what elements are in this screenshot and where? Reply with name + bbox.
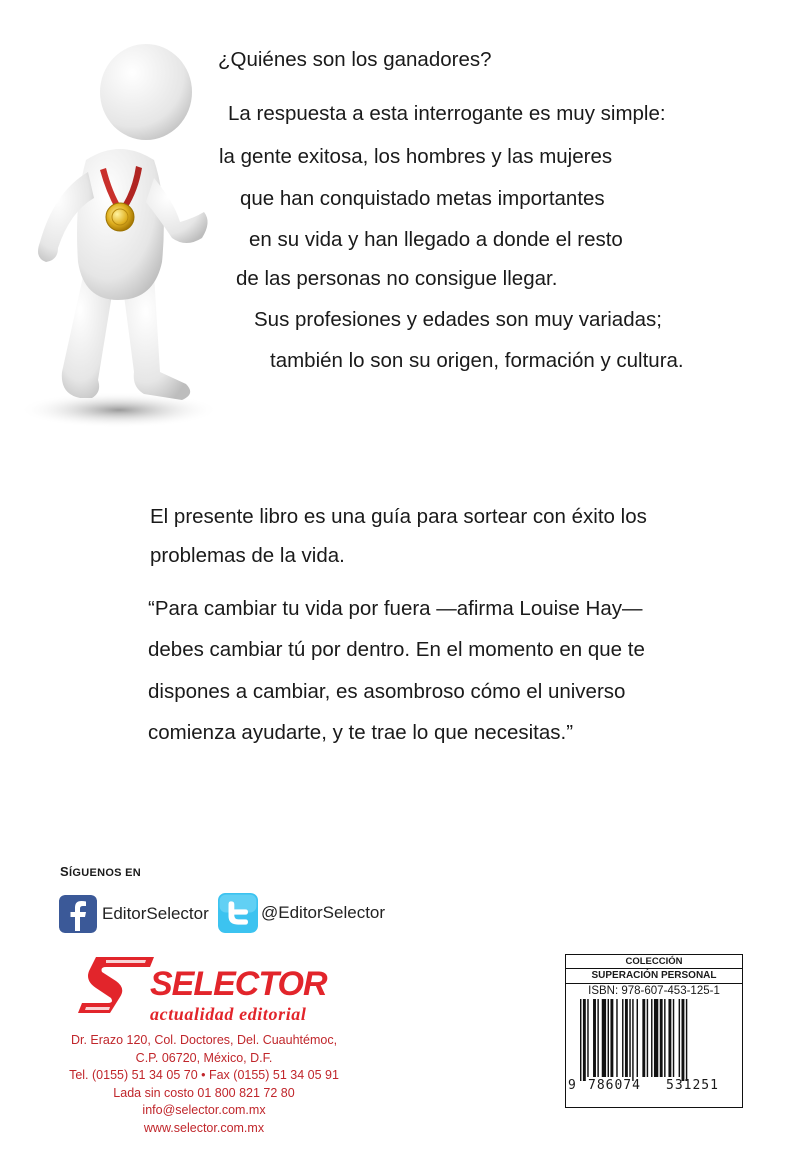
description-line: problemas de la vida. (150, 544, 345, 567)
address-line: Tel. (0155) 51 34 05 70 • Fax (0155) 51 34 05 91 (69, 1068, 339, 1082)
intro-line: en su vida y han llegado a donde el resto (249, 228, 623, 251)
publisher-name: SELECTOR (150, 965, 327, 1003)
social-heading (60, 864, 141, 879)
facebook-handle: EditorSelector (102, 904, 209, 923)
twitter-icon (218, 893, 258, 933)
selector-s-logo (76, 955, 156, 1015)
address-line: Lada sin costo 01 800 821 72 80 (113, 1085, 295, 1100)
barcode-bar (608, 999, 609, 1077)
barcode-bar (654, 999, 658, 1077)
description-line: El presente libro es una guía para sortear con éxito los (150, 505, 647, 528)
social-heading-rest: ÍGUENOS EN (68, 867, 142, 879)
intro-line: de las personas no consigue llegar. (236, 267, 558, 290)
barcode-bar (632, 999, 633, 1081)
twitter-link[interactable] (218, 893, 385, 933)
isbn-number: ISBN: 978-607-453-125-1 (588, 985, 720, 997)
barcode-bar (622, 999, 623, 1077)
facebook-icon (59, 895, 97, 933)
barcode-bar (682, 999, 685, 1081)
intro-line: La respuesta a esta interrogante es muy simple: (228, 102, 666, 125)
barcode-bar (647, 999, 648, 1077)
barcode-bar (583, 999, 586, 1081)
intro-question: ¿Quiénes son los ganadores? (218, 48, 492, 71)
intro-line: también lo son su origen, formación y cultura. (270, 349, 684, 372)
quote-line: debes cambiar tú por dentro. En el momento en que te (148, 638, 645, 661)
barcode-bar (642, 999, 645, 1077)
address-line: Dr. Erazo 120, Col. Doctores, Del. Cuauhtémoc, (70, 1033, 338, 1047)
barcode-bar (580, 999, 581, 1081)
barcode-bar (629, 999, 630, 1077)
collection-name: SUPERACIÓN PERSONAL (566, 969, 742, 984)
publisher-tagline: actualidad editorial (150, 1004, 307, 1024)
barcode-bar (668, 999, 671, 1077)
barcode-bar (660, 999, 663, 1077)
barcode-bar (610, 999, 613, 1077)
barcode-bar (593, 999, 596, 1077)
intro-line: Sus profesiones y edades son muy variadas; (254, 308, 662, 331)
barcode-digits-left: 786074 (588, 1078, 641, 1093)
barcode-bar (602, 999, 606, 1077)
barcode-bar (679, 999, 680, 1077)
quote-line: “Para cambiar tu vida por fuera —afirma Louise Hay— (148, 597, 643, 620)
barcode-digit-first: 9 (568, 1078, 576, 1093)
barcode-bar (664, 999, 665, 1077)
publisher-address (45, 1032, 363, 1137)
barcode-area (566, 999, 742, 1099)
barcode-bar (616, 999, 617, 1077)
barcode-bar (673, 999, 674, 1077)
collection-label: COLECCIÓN (566, 955, 742, 969)
barcode-bar (637, 999, 638, 1077)
barcode-bar (686, 999, 687, 1081)
barcode-bar (587, 999, 588, 1077)
isbn-barcode-box (565, 954, 743, 1108)
facebook-link[interactable] (59, 895, 209, 933)
quote-line: dispones a cambiar, es asombroso cómo el universo (148, 680, 626, 703)
address-email[interactable]: info@selector.com.mx (142, 1103, 266, 1117)
address-line: C.P. 06720, México, D.F. (135, 1050, 273, 1065)
barcode (578, 999, 742, 1081)
twitter-handle: @EditorSelector (261, 903, 386, 922)
barcode-bar (597, 999, 598, 1077)
intro-line: la gente exitosa, los hombres y las mujeres (219, 145, 613, 168)
barcode-digits-right: 531251 (666, 1078, 719, 1093)
social-heading-initial: S (60, 864, 69, 879)
barcode-bar (651, 999, 652, 1077)
winner-figure-illustration (14, 42, 214, 432)
address-website[interactable]: www.selector.com.mx (143, 1120, 265, 1135)
intro-line: que han conquistado metas importantes (240, 187, 605, 210)
barcode-bar (625, 999, 628, 1077)
quote-line: comienza ayudarte, y te trae lo que necesitas.” (148, 721, 574, 744)
